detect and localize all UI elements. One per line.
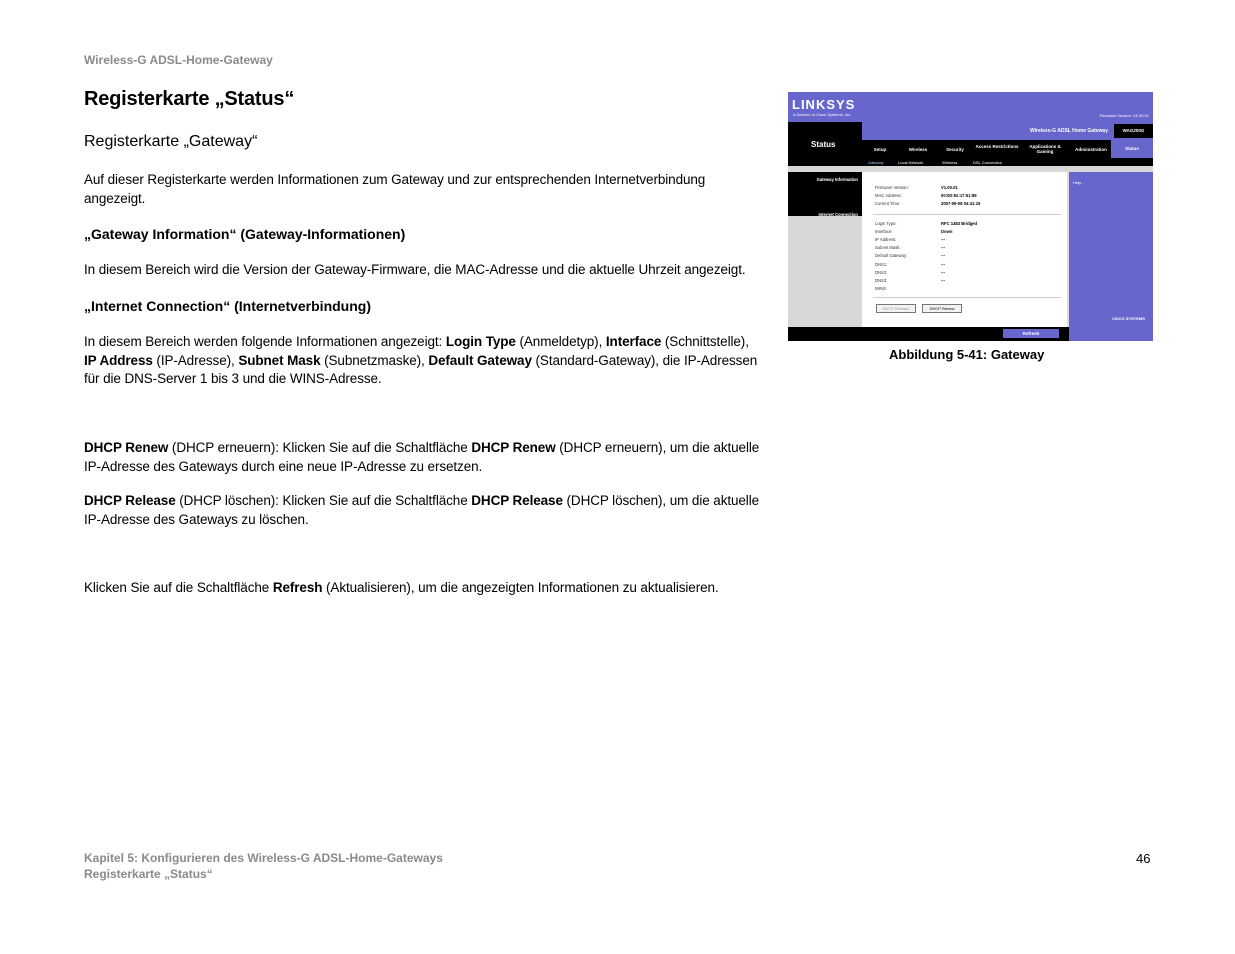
row-value: --- (941, 253, 946, 258)
tab-access-restrictions[interactable]: Access Restrictions (975, 144, 1019, 149)
left-column-fill (788, 216, 862, 327)
subtab-dsl-connection[interactable]: DSL Connection (973, 159, 1002, 165)
help-link[interactable]: Help... (1073, 180, 1085, 185)
row-label: Login Type: (875, 221, 897, 226)
gateway-info-paragraph: In diesem Bereich wird die Version der Gateway-Firmware, die MAC-Adresse und die aktuelle Uhrzeit angezeigt. (84, 262, 746, 277)
product-name-bar: Wireless-G ADSL Home Gateway (862, 124, 1114, 138)
dhcp-renew-paragraph: DHCP Renew (DHCP erneuern): Klicken Sie auf die Schaltfläche DHCP Renew (DHCP erneuern), um die aktuelle IP-Adresse des Gateways durch eine neue IP-Adresse zu ersetzen. (84, 440, 760, 474)
section-label: Status (811, 140, 836, 149)
dhcp-release-paragraph: DHCP Release (DHCP löschen): Klicken Sie auf die Schaltfläche DHCP Release (DHCP löschen), um die aktuelle IP-Adresse des Gateways zu löschen. (84, 493, 760, 527)
refresh-button[interactable]: Refresh (1003, 329, 1059, 338)
logo-subtitle: A Division of Cisco Systems, Inc. (793, 112, 852, 117)
running-header: Wireless-G ADSL-Home-Gateway (84, 53, 273, 67)
tab-status[interactable]: Status (1111, 140, 1153, 158)
row-divider (873, 214, 1061, 215)
sub-tab-bar (862, 158, 1153, 166)
row-value: --- (941, 237, 946, 242)
row-value: --- (941, 245, 946, 250)
section-subtitle: Registerkarte „Gateway“ (84, 133, 258, 150)
tab-applications-gaming[interactable]: Applications & Gaming (1029, 144, 1061, 154)
row-value: --- (941, 278, 946, 283)
model-label: WAG200G (1114, 124, 1153, 138)
left-heading-gateway-information: Gateway Information (816, 177, 858, 182)
row-label: DNS2: (875, 270, 888, 275)
cisco-logo: CISCO SYSTEMS (1112, 316, 1145, 321)
page-title: Registerkarte „Status“ (84, 88, 295, 110)
row-label: IP Address: (875, 237, 897, 242)
linksys-logo: LINKSYS (792, 97, 856, 112)
router-screenshot-figure (788, 92, 1153, 341)
row-label: Firmware Version: (875, 185, 909, 190)
page-number: 46 (1136, 851, 1151, 866)
refresh-paragraph: Klicken Sie auf die Schaltfläche Refresh (Aktualisieren), um die angezeigten Informationen zu aktualisieren. (84, 580, 719, 595)
row-label: WINS: (875, 286, 888, 291)
tab-setup[interactable]: Setup (873, 147, 887, 152)
row-divider (873, 297, 1061, 298)
gateway-info-heading: „Gateway Information“ (Gateway-Informationen) (84, 226, 406, 242)
tab-wireless[interactable]: Wireless (908, 147, 928, 152)
row-value: 00:0D:92:17:51:89 (941, 193, 977, 198)
internet-connection-paragraph: In diesem Bereich werden folgende Informationen angezeigt: Login Type (Anmeldetyp), Interface (Schnittstelle), IP Address (IP-Adresse), Subnet Mask (Subnetzmaske), Default Gateway (Standard-Gateway), die IP-Adressen für die DNS-Server 1 bis 3 und die WINS-Adresse. (84, 334, 758, 386)
main-tab-bar (862, 140, 1153, 158)
figure-caption: Abbildung 5-41: Gateway (889, 347, 1045, 362)
row-label: MAC Address: (875, 193, 902, 198)
row-label: DNS3: (875, 278, 888, 283)
row-value: V1.00.01 (941, 185, 958, 190)
row-label: Current Time: (875, 201, 901, 206)
row-label: DNS1: (875, 262, 888, 267)
dhcp-renew-button[interactable]: DHCP Renew (922, 304, 962, 313)
tab-security[interactable]: Security (946, 147, 964, 152)
internet-connection-heading: „Internet Connection“ (Internetverbindung) (84, 298, 371, 314)
tab-administration[interactable]: Administration (1075, 147, 1107, 152)
row-label: Subnet Mask: (875, 245, 901, 250)
footer-section: Registerkarte „Status“ (84, 867, 213, 881)
row-value: Down (941, 229, 953, 234)
subtab-gateway[interactable]: Gateway (868, 159, 884, 165)
row-value: 2007-09-08 04:41:15 (941, 201, 981, 206)
row-value: --- (941, 270, 946, 275)
footer-chapter: Kapitel 5: Konfigurieren des Wireless-G ADSL-Home-Gateways (84, 851, 443, 865)
row-label: Default Gateway: (875, 253, 908, 258)
row-value: --- (941, 262, 946, 267)
row-label: Interface: (875, 229, 893, 234)
dhcp-release-button[interactable]: DHCP Release (876, 304, 916, 313)
subtab-wireless[interactable]: Wireless (942, 159, 958, 165)
firmware-version-label: Firmware Version: V1.00.01 (1099, 113, 1149, 118)
left-heading-internet-connection: Internet Connection (818, 212, 858, 217)
intro-paragraph: Auf dieser Registerkarte werden Informationen zum Gateway und zur entsprechenden Internetverbindung angezeigt. (84, 172, 706, 206)
row-value: RFC 1483 Bridged (941, 221, 978, 226)
subtab-local-network[interactable]: Local Network (898, 159, 924, 165)
